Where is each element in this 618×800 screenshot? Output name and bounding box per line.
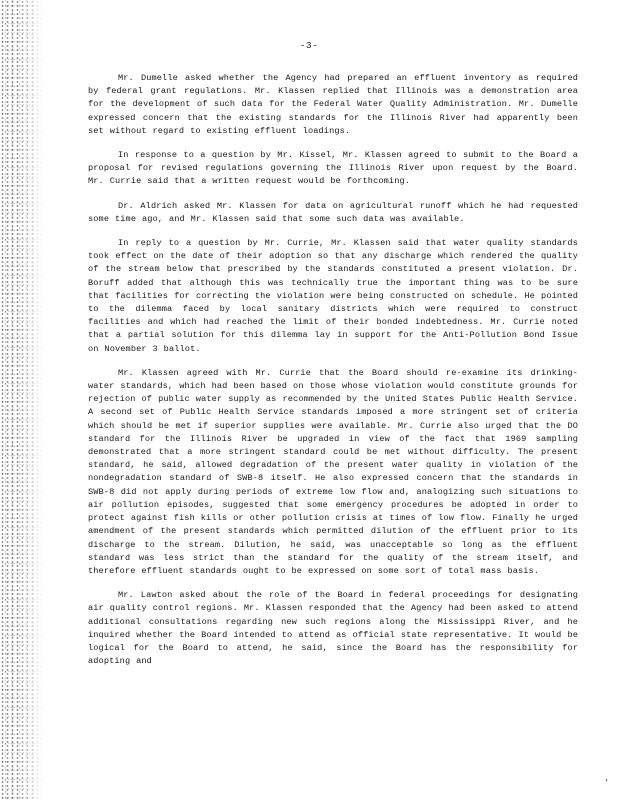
corner-mark: ' xyxy=(604,779,609,788)
document-body xyxy=(88,72,578,679)
page-number: -3- xyxy=(299,40,319,51)
scan-edge-noise xyxy=(0,0,44,800)
paragraph-drinking-water-standards: Mr. Klassen agreed with Mr. Currie that the Board should re-examine its drinking-water standards, which had been based on those whose violation would constitute grounds for rejection of public water supply as recommended by the United States Public Health Service. A second set of Public Health Service standards imposed a more stringent set of criteria which should be met if superior supplies were available. Mr. Currie also urged that the DO standard for the Illinois River be upgraded in view of the fact that 1969 sampling demonstrated that a more stringent standard could be met without difficulty. The present standard, he said, allowed degradation of the present water quality in violation of the nondegradation standard of SWB-8 itself. He also expressed concern that the standards in SWB-8 did not apply during periods of extreme low flow and, analogizing such situations to air pollution episodes, suggested that some emergency procedures be adopted in order to protect against fish kills or other pollution crisis at times of low flow. Finally he urged amendment of the present standards which permitted dilution of the effluent prior to its discharge to the stream. Dilution, he said, was unacceptable so long as the effluent standard was less strict than the standard for the quality of the stream itself, and therefore effluent standards ought to be expressed on some sort of total mass basis. xyxy=(88,367,578,576)
paragraph-water-quality-standards: In reply to a question by Mr. Currie, Mr. Klassen said that water quality standards took effect on the date of their adoption so that any discharge which rendered the quality of the stream below that prescribed by the standards constituted a present violation. Dr. Boruff added that although this was technically true the important thing was to be sure that facilities for correcting the violation were being constructed on schedule. He pointed to the dilemma faced by local sanitary districts which were required to construct facilities and which had reached the limit of their bonded indebtedness. Mr. Currie noted that a partial solution for this dilemma lay in support for the Anti-Pollution Bond Issue on November 3 ballot. xyxy=(88,238,578,354)
paragraph-revised-regulations: In response to a question by Mr. Kissel, Mr. Klassen agreed to submit to the Board a proposal for revised regulations governing the Illinois River upon request by the Board. Mr. Currie said that a written request would be forthcoming. xyxy=(88,150,578,187)
paragraph-effluent-inventory: Mr. Dumelle asked whether the Agency had prepared an effluent inventory as required by federal grant regulations. Mr. Klassen replied that Illinois was a demonstration area for the development of such data for the Federal Water Quality Administration. Mr. Dumelle expressed concern that the existing standards for the Illinois River had apparently been set without regard to existing effluent loadings. xyxy=(88,73,578,136)
paragraph-agricultural-runoff: Dr. Aldrich asked Mr. Klassen for data on agricultural runoff which he had requested some time ago, and Mr. Klassen said that some such data was available. xyxy=(88,200,578,224)
paragraph-air-quality-regions: Mr. Lawton asked about the role of the Board in federal proceedings for designating air quality control regions. Mr. Klassen responded that the Agency had been asked to attend additional consultations regarding new such regions along the Mississippi River, and he inquired whether the Board intended to attend as official state representative. It would be logical for the Board to attend, he said, since the Board has the responsibility for adopting and xyxy=(88,590,578,667)
